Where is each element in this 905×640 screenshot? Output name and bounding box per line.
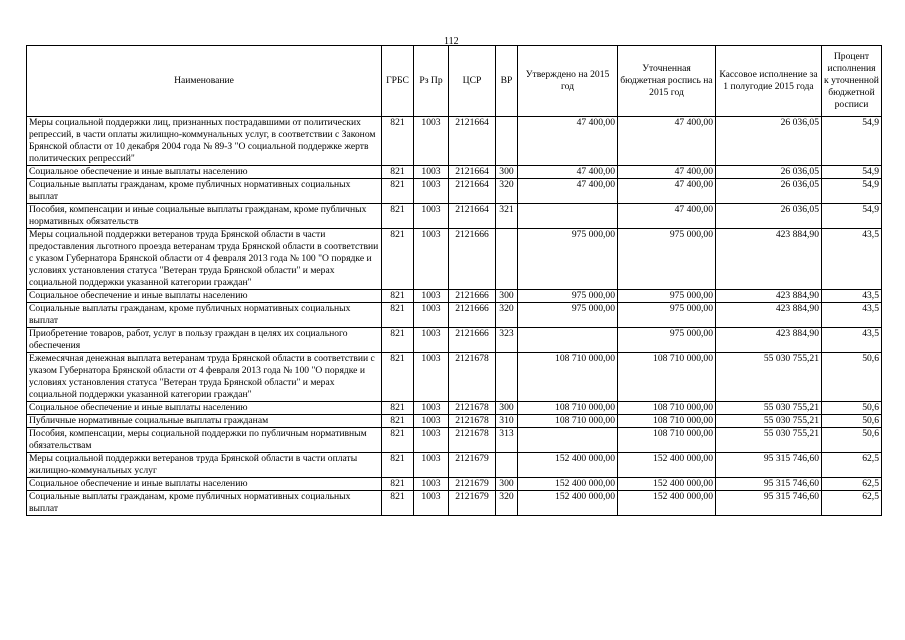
cell-cash: 26 036,05 xyxy=(716,166,822,179)
cell-name: Меры социальной поддержки ветеранов труда Брянской области в части предоставления льготного проезда ветеранам труда Брянской области в соответствии с указом Губернатора Брянской области от 4 февраля 2013 года № 100 "О порядке и условиях установления статуса "Ветеран труда Брянской области" и мерах социальной поддержки указанной категории граждан" xyxy=(27,229,382,290)
header-cash: Кассовое исполнение за 1 полугодие 2015 года xyxy=(716,46,822,117)
cell-refined: 975 000,00 xyxy=(618,290,716,303)
table-row xyxy=(27,204,882,229)
cell-approved xyxy=(518,204,618,229)
table-row xyxy=(27,303,882,328)
table-row xyxy=(27,491,882,516)
cell-rzpr: 1003 xyxy=(414,402,449,415)
cell-approved: 152 400 000,00 xyxy=(518,491,618,516)
cell-csr: 2121664 xyxy=(449,117,496,166)
header-grbs: ГРБС xyxy=(382,46,414,117)
cell-rzpr: 1003 xyxy=(414,478,449,491)
cell-cash: 55 030 755,21 xyxy=(716,415,822,428)
cell-csr: 2121664 xyxy=(449,179,496,204)
cell-grbs: 821 xyxy=(382,166,414,179)
cell-grbs: 821 xyxy=(382,453,414,478)
header-approved: Утверждено на 2015 год xyxy=(518,46,618,117)
cell-percent: 43,5 xyxy=(822,303,882,328)
cell-cash: 423 884,90 xyxy=(716,229,822,290)
table-row xyxy=(27,290,882,303)
page-number: 112 xyxy=(444,36,459,47)
cell-rzpr: 1003 xyxy=(414,491,449,516)
cell-cash: 423 884,90 xyxy=(716,328,822,353)
cell-cash: 95 315 746,60 xyxy=(716,478,822,491)
cell-approved: 975 000,00 xyxy=(518,290,618,303)
cell-percent: 62,5 xyxy=(822,478,882,491)
cell-name: Меры социальной поддержки ветеранов труда Брянской области в части оплаты жилищно-коммунальных услуг xyxy=(27,453,382,478)
cell-csr: 2121679 xyxy=(449,491,496,516)
cell-cash: 26 036,05 xyxy=(716,117,822,166)
cell-vr xyxy=(496,229,518,290)
table-row xyxy=(27,428,882,453)
cell-grbs: 821 xyxy=(382,428,414,453)
cell-vr: 310 xyxy=(496,415,518,428)
cell-vr: 313 xyxy=(496,428,518,453)
cell-percent: 62,5 xyxy=(822,453,882,478)
cell-approved xyxy=(518,428,618,453)
cell-refined: 47 400,00 xyxy=(618,179,716,204)
cell-approved: 108 710 000,00 xyxy=(518,402,618,415)
budget-table xyxy=(26,45,882,516)
cell-rzpr: 1003 xyxy=(414,428,449,453)
table-row xyxy=(27,229,882,290)
cell-percent: 50,6 xyxy=(822,353,882,402)
table-header-row xyxy=(27,46,882,117)
cell-cash: 423 884,90 xyxy=(716,290,822,303)
cell-percent: 50,6 xyxy=(822,428,882,453)
cell-grbs: 821 xyxy=(382,179,414,204)
cell-vr: 323 xyxy=(496,328,518,353)
cell-rzpr: 1003 xyxy=(414,328,449,353)
cell-rzpr: 1003 xyxy=(414,166,449,179)
cell-csr: 2121678 xyxy=(449,353,496,402)
cell-vr xyxy=(496,353,518,402)
cell-percent: 54,9 xyxy=(822,166,882,179)
cell-csr: 2121666 xyxy=(449,229,496,290)
cell-cash: 26 036,05 xyxy=(716,179,822,204)
cell-percent: 43,5 xyxy=(822,328,882,353)
cell-rzpr: 1003 xyxy=(414,303,449,328)
cell-approved: 47 400,00 xyxy=(518,166,618,179)
table-row xyxy=(27,166,882,179)
cell-rzpr: 1003 xyxy=(414,229,449,290)
cell-refined: 152 400 000,00 xyxy=(618,478,716,491)
cell-cash: 423 884,90 xyxy=(716,303,822,328)
cell-rzpr: 1003 xyxy=(414,290,449,303)
cell-vr xyxy=(496,453,518,478)
cell-vr xyxy=(496,117,518,166)
cell-refined: 975 000,00 xyxy=(618,229,716,290)
cell-csr: 2121666 xyxy=(449,303,496,328)
cell-percent: 54,9 xyxy=(822,117,882,166)
cell-cash: 95 315 746,60 xyxy=(716,453,822,478)
table-body xyxy=(27,117,882,516)
cell-cash: 95 315 746,60 xyxy=(716,491,822,516)
cell-approved: 975 000,00 xyxy=(518,229,618,290)
header-percent: Процент исполнения к уточненной бюджетной росписи xyxy=(822,46,882,117)
cell-refined: 108 710 000,00 xyxy=(618,402,716,415)
cell-name: Социальное обеспечение и иные выплаты населению xyxy=(27,402,382,415)
cell-name: Меры социальной поддержки лиц, признанных пострадавшими от политических репрессий, в части оплаты жилищно-коммунальных услуг, в соответствии с Законом Брянской области от 10 декабря 2004 года № 89-З "О социальной поддержке жертв политических репрессий" xyxy=(27,117,382,166)
cell-csr: 2121664 xyxy=(449,204,496,229)
cell-csr: 2121679 xyxy=(449,478,496,491)
cell-cash: 55 030 755,21 xyxy=(716,428,822,453)
cell-cash: 26 036,05 xyxy=(716,204,822,229)
cell-name: Социальное обеспечение и иные выплаты населению xyxy=(27,290,382,303)
cell-grbs: 821 xyxy=(382,353,414,402)
cell-grbs: 821 xyxy=(382,415,414,428)
cell-approved: 108 710 000,00 xyxy=(518,415,618,428)
cell-csr: 2121666 xyxy=(449,328,496,353)
cell-grbs: 821 xyxy=(382,303,414,328)
cell-grbs: 821 xyxy=(382,290,414,303)
cell-refined: 152 400 000,00 xyxy=(618,453,716,478)
cell-name: Социальные выплаты гражданам, кроме публичных нормативных социальных выплат xyxy=(27,491,382,516)
cell-grbs: 821 xyxy=(382,328,414,353)
cell-rzpr: 1003 xyxy=(414,117,449,166)
cell-percent: 62,5 xyxy=(822,491,882,516)
cell-csr: 2121678 xyxy=(449,415,496,428)
cell-percent: 50,6 xyxy=(822,415,882,428)
cell-vr: 320 xyxy=(496,303,518,328)
cell-csr: 2121678 xyxy=(449,428,496,453)
cell-csr: 2121679 xyxy=(449,453,496,478)
cell-name: Социальные выплаты гражданам, кроме публичных нормативных социальных выплат xyxy=(27,303,382,328)
cell-name: Ежемесячная денежная выплата ветеранам труда Брянской области в соответствии с указом Губернатора Брянской области от 4 февраля 2013 года № 100 "О порядке и условиях установления статуса "Ветеран труда Брянской области" и мерах социальной поддержки указанной категории граждан" xyxy=(27,353,382,402)
cell-approved: 108 710 000,00 xyxy=(518,353,618,402)
cell-name: Социальное обеспечение и иные выплаты населению xyxy=(27,478,382,491)
cell-rzpr: 1003 xyxy=(414,353,449,402)
cell-percent: 54,9 xyxy=(822,204,882,229)
cell-refined: 108 710 000,00 xyxy=(618,428,716,453)
cell-vr: 300 xyxy=(496,290,518,303)
cell-approved: 975 000,00 xyxy=(518,303,618,328)
header-vr: ВР xyxy=(496,46,518,117)
header-name: Наименование xyxy=(27,46,382,117)
cell-grbs: 821 xyxy=(382,402,414,415)
cell-cash: 55 030 755,21 xyxy=(716,402,822,415)
cell-rzpr: 1003 xyxy=(414,415,449,428)
cell-refined: 152 400 000,00 xyxy=(618,491,716,516)
cell-refined: 47 400,00 xyxy=(618,117,716,166)
table-row xyxy=(27,453,882,478)
cell-approved: 47 400,00 xyxy=(518,179,618,204)
cell-grbs: 821 xyxy=(382,491,414,516)
cell-vr: 300 xyxy=(496,402,518,415)
cell-vr: 300 xyxy=(496,478,518,491)
cell-grbs: 821 xyxy=(382,117,414,166)
cell-cash: 55 030 755,21 xyxy=(716,353,822,402)
cell-vr: 320 xyxy=(496,179,518,204)
cell-vr: 300 xyxy=(496,166,518,179)
header-csr: ЦСР xyxy=(449,46,496,117)
cell-refined: 47 400,00 xyxy=(618,166,716,179)
cell-refined: 108 710 000,00 xyxy=(618,353,716,402)
cell-name: Социальное обеспечение и иные выплаты населению xyxy=(27,166,382,179)
table-row xyxy=(27,328,882,353)
cell-vr: 321 xyxy=(496,204,518,229)
cell-percent: 43,5 xyxy=(822,290,882,303)
header-refined: Уточненная бюджетная роспись на 2015 год xyxy=(618,46,716,117)
cell-grbs: 821 xyxy=(382,229,414,290)
cell-approved: 152 400 000,00 xyxy=(518,478,618,491)
cell-percent: 54,9 xyxy=(822,179,882,204)
table-row xyxy=(27,179,882,204)
cell-name: Приобретение товаров, работ, услуг в пользу граждан в целях их социального обеспечения xyxy=(27,328,382,353)
header-rzpr: Рз Пр xyxy=(414,46,449,117)
cell-refined: 975 000,00 xyxy=(618,328,716,353)
cell-refined: 108 710 000,00 xyxy=(618,415,716,428)
cell-grbs: 821 xyxy=(382,478,414,491)
cell-name: Пособия, компенсации и иные социальные выплаты гражданам, кроме публичных нормативных обязательств xyxy=(27,204,382,229)
table-row xyxy=(27,117,882,166)
cell-grbs: 821 xyxy=(382,204,414,229)
cell-rzpr: 1003 xyxy=(414,453,449,478)
table-row xyxy=(27,353,882,402)
cell-name: Пособия, компенсации, меры социальной поддержки по публичным нормативным обязательствам xyxy=(27,428,382,453)
cell-percent: 43,5 xyxy=(822,229,882,290)
cell-approved xyxy=(518,328,618,353)
cell-csr: 2121666 xyxy=(449,290,496,303)
cell-name: Социальные выплаты гражданам, кроме публичных нормативных социальных выплат xyxy=(27,179,382,204)
cell-approved: 152 400 000,00 xyxy=(518,453,618,478)
cell-name: Публичные нормативные социальные выплаты гражданам xyxy=(27,415,382,428)
table-row xyxy=(27,478,882,491)
cell-percent: 50,6 xyxy=(822,402,882,415)
table-row xyxy=(27,402,882,415)
cell-vr: 320 xyxy=(496,491,518,516)
cell-refined: 975 000,00 xyxy=(618,303,716,328)
table-row xyxy=(27,415,882,428)
cell-refined: 47 400,00 xyxy=(618,204,716,229)
cell-rzpr: 1003 xyxy=(414,204,449,229)
cell-csr: 2121678 xyxy=(449,402,496,415)
cell-rzpr: 1003 xyxy=(414,179,449,204)
cell-csr: 2121664 xyxy=(449,166,496,179)
cell-approved: 47 400,00 xyxy=(518,117,618,166)
